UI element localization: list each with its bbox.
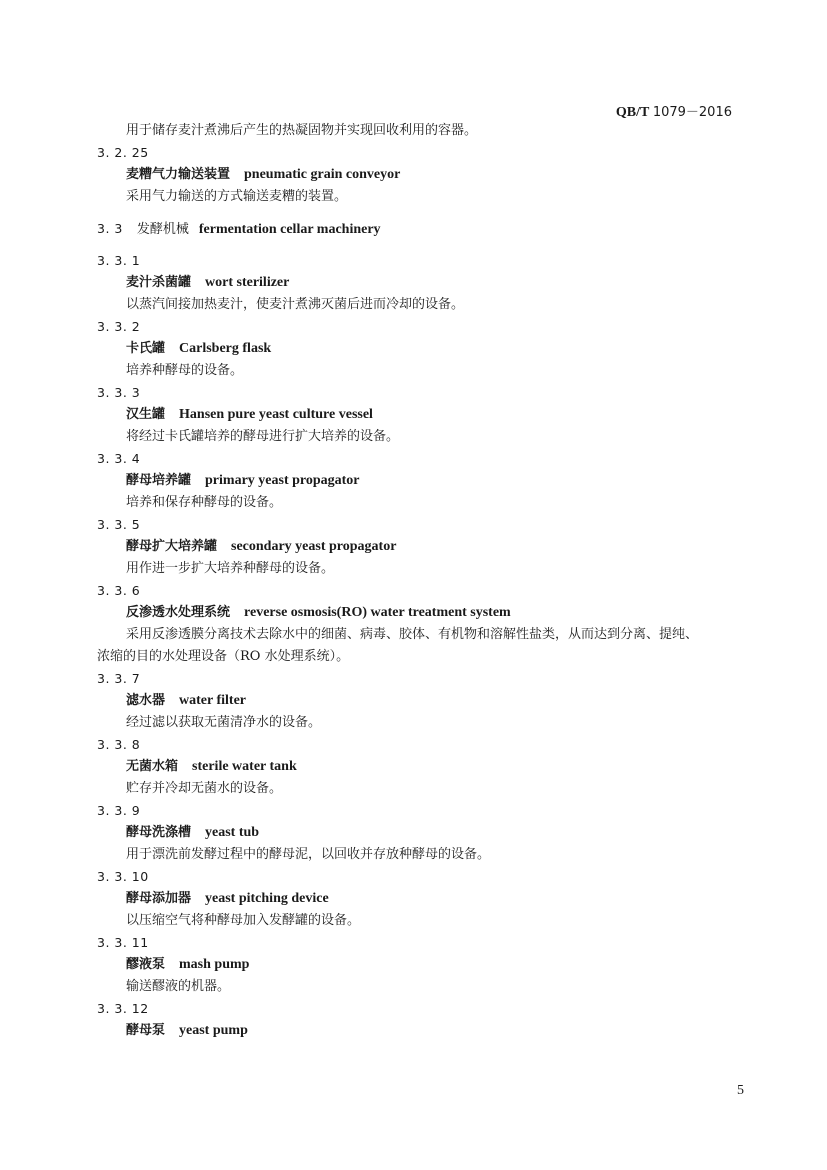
clause-number: 3. 3. 11 bbox=[97, 935, 149, 950]
definition-text: 用于储存麦汁煮沸后产生的热凝固物并实现回收利用的容器。 bbox=[126, 123, 478, 138]
standard-code-header bbox=[616, 101, 732, 121]
clause-number: 3. 3. 8 bbox=[97, 737, 141, 752]
term-english: yeast tub bbox=[205, 825, 260, 840]
definition-text-continued: 浓缩的目的水处理设备（RO 水处理系统）。 bbox=[97, 649, 350, 664]
term-chinese: 汉生罐 bbox=[126, 407, 166, 422]
definition-text: 经过滤以获取无菌清净水的设备。 bbox=[126, 715, 322, 730]
definition-text: 以压缩空气将种酵母加入发酵罐的设备。 bbox=[126, 913, 361, 928]
definition-text: 贮存并冷却无菌水的设备。 bbox=[126, 781, 283, 796]
term-chinese: 滤水器 bbox=[126, 693, 166, 708]
clause-number: 3. 3. 12 bbox=[97, 1001, 149, 1016]
term-english: Hansen pure yeast culture vessel bbox=[179, 407, 373, 422]
definition-text: 输送醪液的机器。 bbox=[126, 979, 231, 994]
section-title-english: fermentation cellar machinery bbox=[198, 222, 381, 237]
term-chinese: 反渗透水处理系统 bbox=[126, 605, 231, 620]
term-chinese: 酵母洗涤槽 bbox=[126, 825, 192, 840]
definition-text: 将经过卡氏罐培养的酵母进行扩大培养的设备。 bbox=[126, 429, 400, 444]
clause-number: 3. 3. 4 bbox=[97, 451, 141, 466]
clause-number: 3. 3. 2 bbox=[97, 319, 141, 334]
term-english: reverse osmosis(RO) water treatment system bbox=[244, 605, 511, 620]
clause-number: 3. 3. 10 bbox=[97, 869, 149, 884]
section-number: 3. 3 bbox=[97, 221, 123, 236]
term-english: yeast pump bbox=[179, 1023, 248, 1038]
term-heading bbox=[97, 404, 757, 426]
clause-number: 3. 3. 1 bbox=[97, 253, 141, 268]
clause-number: 3. 3. 7 bbox=[97, 671, 141, 686]
term-heading bbox=[97, 1020, 757, 1042]
standard-number: 1079－2016 bbox=[652, 105, 732, 120]
term-english: water filter bbox=[179, 693, 246, 708]
term-english: secondary yeast propagator bbox=[231, 539, 397, 554]
definition-text: 以蒸汽间接加热麦汁，使麦汁煮沸灭菌后进而冷却的设备。 bbox=[126, 297, 465, 312]
definition-text: 用于漂洗前发酵过程中的酵母泥，以回收并存放种酵母的设备。 bbox=[126, 847, 491, 862]
page-number: 5 bbox=[737, 1083, 744, 1098]
term-chinese: 卡氏罐 bbox=[126, 341, 166, 356]
term-english: sterile water tank bbox=[192, 759, 297, 774]
term-chinese: 醪液泵 bbox=[126, 957, 166, 972]
term-chinese: 无菌水箱 bbox=[126, 759, 179, 774]
term-chinese: 酵母培养罐 bbox=[126, 473, 192, 488]
definition-text: 培养种酵母的设备。 bbox=[126, 363, 244, 378]
term-heading bbox=[97, 272, 757, 294]
clause-number: 3. 3. 3 bbox=[97, 385, 141, 400]
term-english: primary yeast propagator bbox=[205, 473, 360, 488]
clause-number: 3. 3. 6 bbox=[97, 583, 141, 598]
term-english: yeast pitching device bbox=[205, 891, 329, 906]
document-body bbox=[97, 120, 757, 1042]
section-heading bbox=[97, 218, 757, 240]
term-chinese: 酵母扩大培养罐 bbox=[126, 539, 218, 554]
term-heading bbox=[97, 954, 757, 976]
term-heading bbox=[97, 338, 757, 360]
clause-number: 3. 3. 5 bbox=[97, 517, 141, 532]
definition-text: 采用反渗透膜分离技术去除水中的细菌、病毒、胶体、有机物和溶解性盐类，从而达到分离、提纯、 bbox=[126, 627, 699, 642]
clause-number: 3. 2. 25 bbox=[97, 145, 149, 160]
standard-code: QB/T bbox=[615, 105, 650, 120]
term-chinese: 酵母泵 bbox=[126, 1023, 166, 1038]
term-heading bbox=[97, 756, 757, 778]
term-heading bbox=[97, 164, 757, 186]
term-heading bbox=[97, 822, 757, 844]
term-heading bbox=[97, 470, 757, 492]
term-heading bbox=[97, 602, 757, 624]
term-english: wort sterilizer bbox=[205, 275, 290, 290]
term-english: pneumatic grain conveyor bbox=[244, 167, 401, 182]
term-chinese: 酵母添加器 bbox=[126, 891, 192, 906]
term-chinese: 麦汁杀菌罐 bbox=[126, 275, 192, 290]
section-title-chinese: 发酵机械 bbox=[136, 222, 189, 237]
definition-text: 采用气力输送的方式输送麦糟的装置。 bbox=[126, 189, 348, 204]
definition-text: 用作进一步扩大培养种酵母的设备。 bbox=[126, 561, 335, 576]
term-heading bbox=[97, 536, 757, 558]
term-english: Carlsberg flask bbox=[179, 341, 272, 356]
definition-text: 培养和保存种酵母的设备。 bbox=[126, 495, 283, 510]
term-heading bbox=[97, 690, 757, 712]
clause-number: 3. 3. 9 bbox=[97, 803, 141, 818]
term-english: mash pump bbox=[179, 957, 250, 972]
term-chinese: 麦糟气力输送装置 bbox=[126, 167, 231, 182]
term-heading bbox=[97, 888, 757, 910]
